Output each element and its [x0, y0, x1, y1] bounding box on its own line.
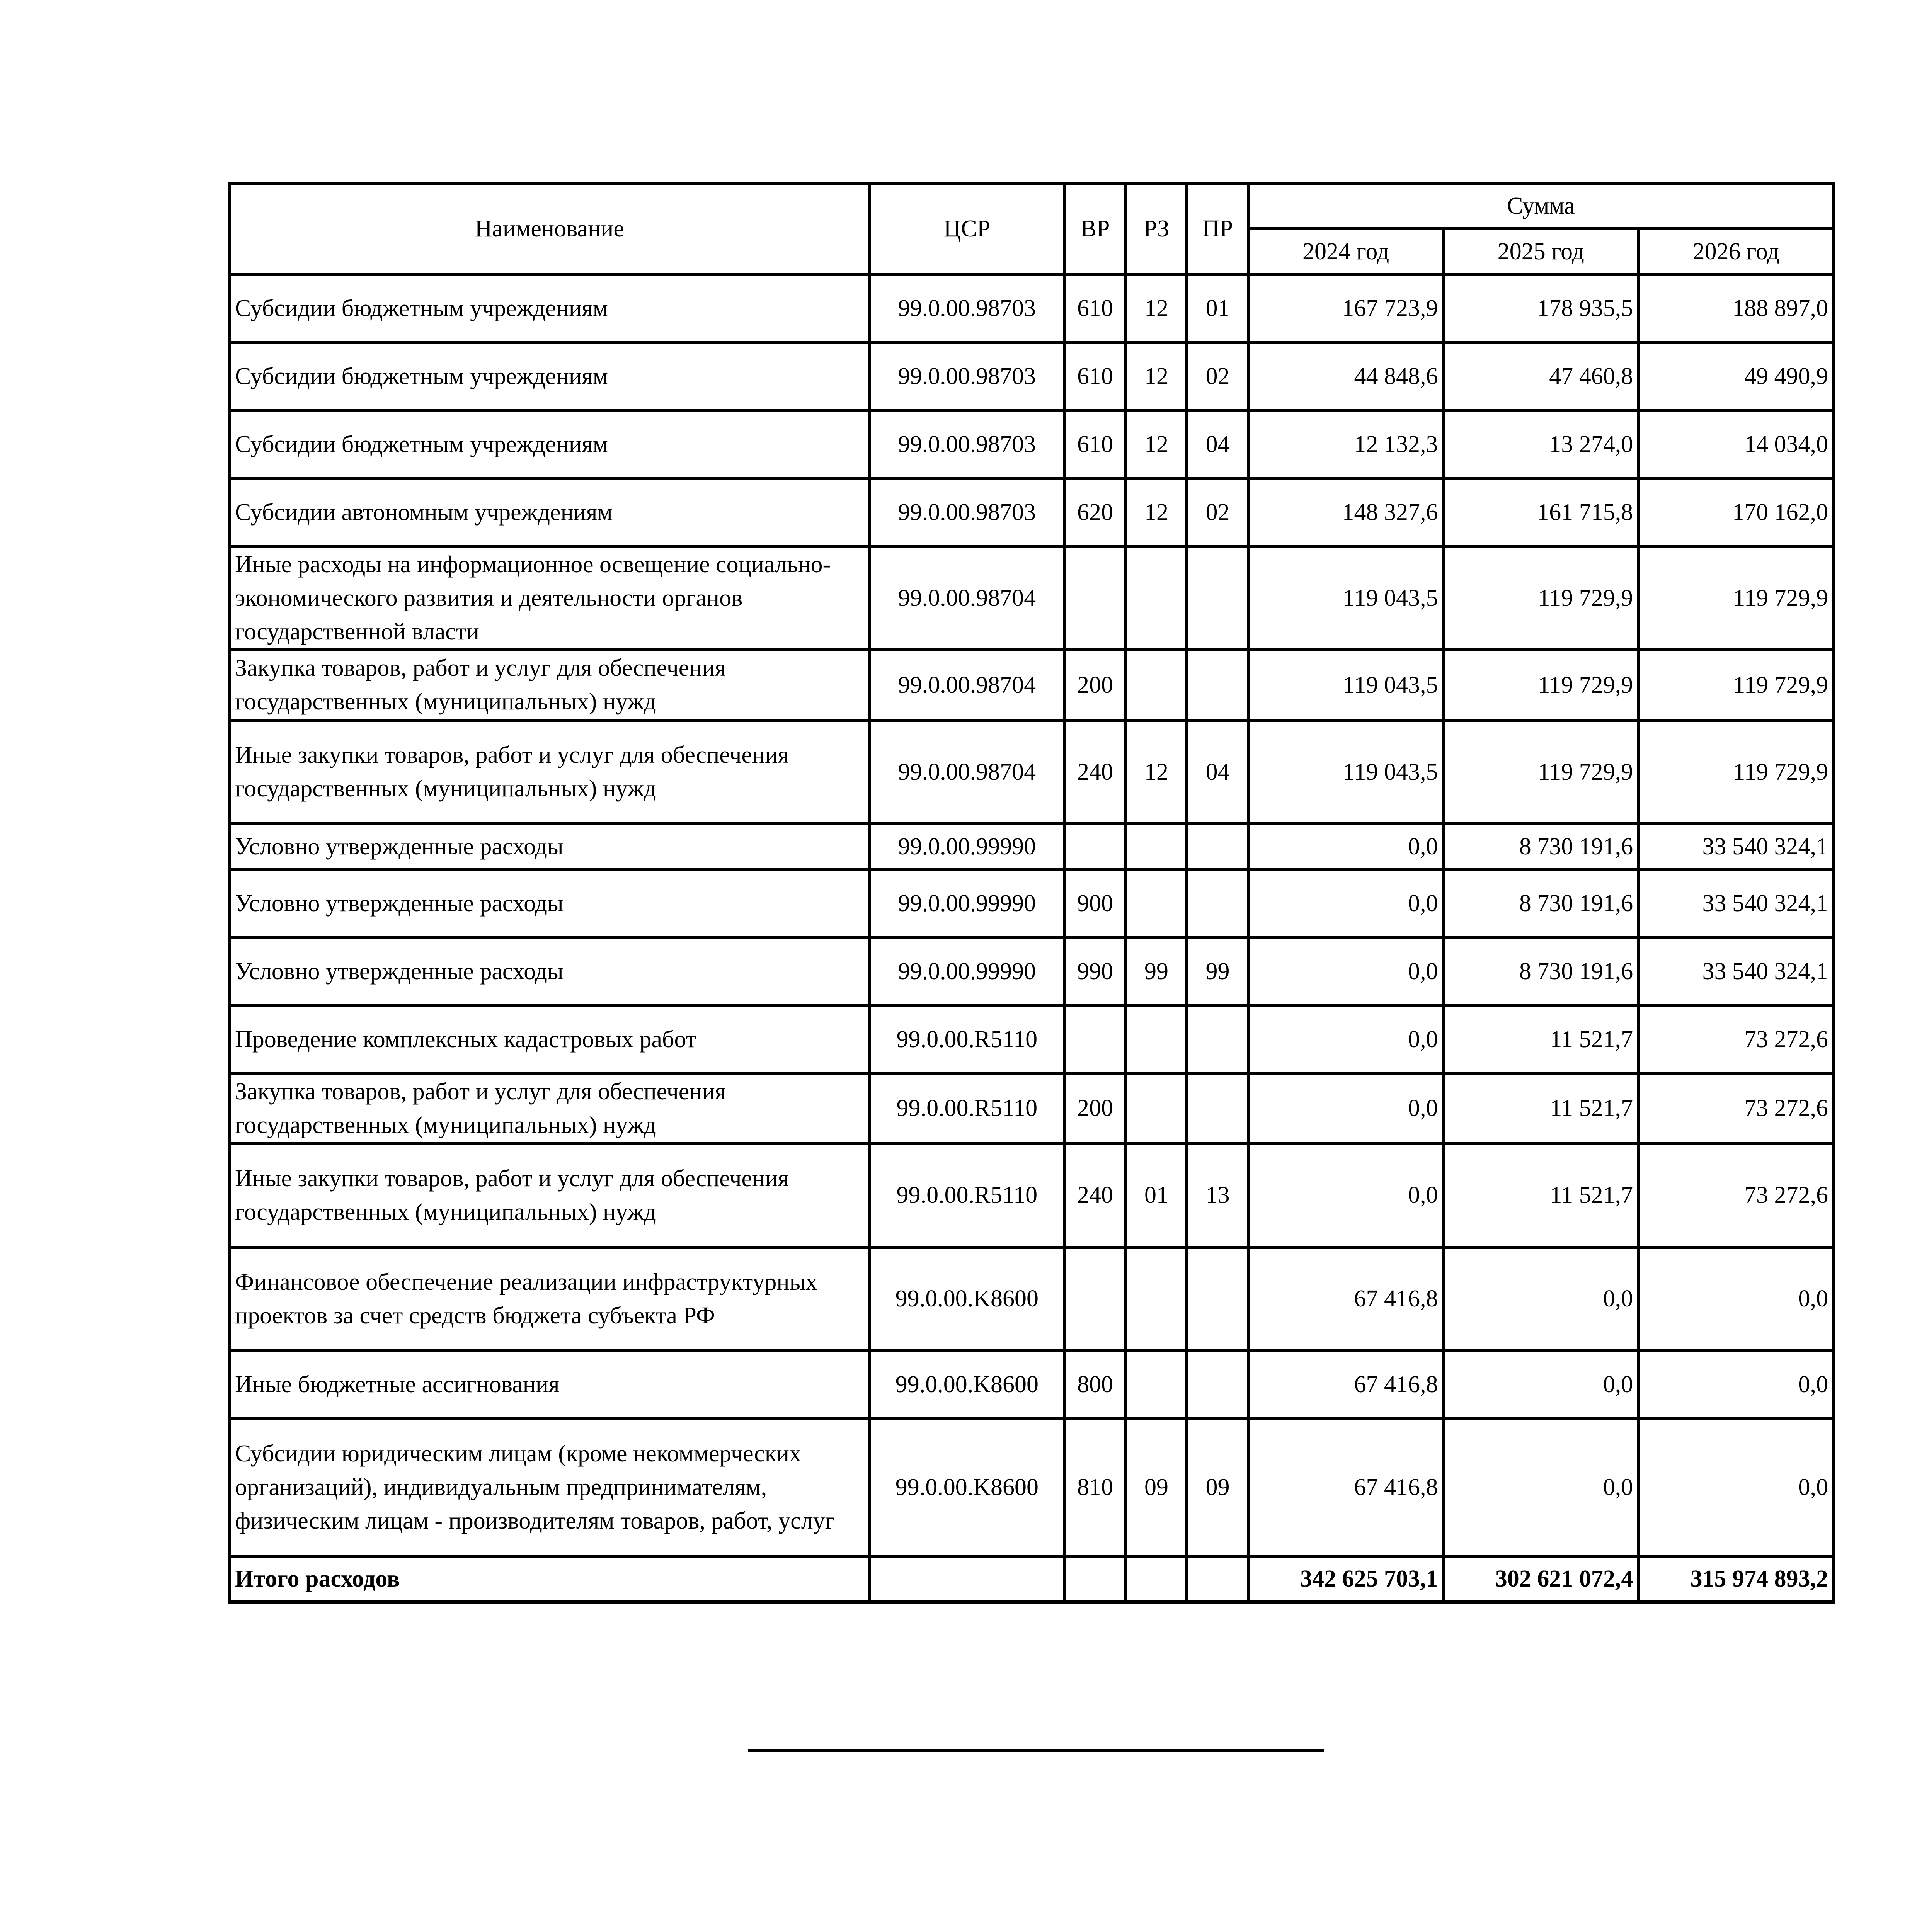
row-pr — [1187, 1247, 1248, 1351]
row-sum-2024: 119 043,5 — [1248, 546, 1444, 650]
row-sum-2026: 33 540 324,1 — [1638, 869, 1834, 937]
row-vr: 240 — [1064, 1144, 1125, 1247]
row-csr: 99.0.00.99990 — [870, 824, 1065, 869]
row-sum-2025: 0,0 — [1443, 1351, 1638, 1419]
header-vr: ВР — [1064, 183, 1125, 274]
row-sum-2025: 119 729,9 — [1443, 546, 1638, 650]
row-sum-2026: 49 490,9 — [1638, 342, 1834, 410]
row-sum-2024: 12 132,3 — [1248, 410, 1444, 478]
table-body — [230, 274, 1834, 1602]
row-sum-2025: 161 715,8 — [1443, 478, 1638, 546]
row-pr — [1187, 1005, 1248, 1073]
table-row — [230, 274, 1834, 342]
row-rz — [1126, 546, 1187, 650]
row-sum-2024: 0,0 — [1248, 937, 1444, 1005]
row-vr: 610 — [1064, 410, 1125, 478]
row-name: Закупка товаров, работ и услуг для обеспечения государственных (муниципальных) нужд — [230, 650, 870, 720]
row-pr: 09 — [1187, 1419, 1248, 1556]
table-row — [230, 1419, 1834, 1556]
row-name: Условно утвержденные расходы — [230, 937, 870, 1005]
row-csr: 99.0.00.99990 — [870, 869, 1065, 937]
row-sum-2026: 0,0 — [1638, 1247, 1834, 1351]
row-pr — [1187, 650, 1248, 720]
row-vr: 610 — [1064, 274, 1125, 342]
row-sum-2026: 33 540 324,1 — [1638, 937, 1834, 1005]
row-vr — [1064, 1005, 1125, 1073]
row-sum-2024: 67 416,8 — [1248, 1247, 1444, 1351]
row-sum-2025: 119 729,9 — [1443, 650, 1638, 720]
row-rz — [1126, 824, 1187, 869]
row-vr: 620 — [1064, 478, 1125, 546]
row-csr: 99.0.00.98703 — [870, 342, 1065, 410]
row-pr: 02 — [1187, 478, 1248, 546]
row-csr: 99.0.00.98704 — [870, 720, 1065, 824]
row-sum-2024: 67 416,8 — [1248, 1419, 1444, 1556]
row-rz — [1126, 650, 1187, 720]
table-row — [230, 1073, 1834, 1144]
row-rz: 01 — [1126, 1144, 1187, 1247]
header-csr: ЦСР — [870, 183, 1065, 274]
row-sum-2025: 13 274,0 — [1443, 410, 1638, 478]
row-csr: 99.0.00.R5110 — [870, 1144, 1065, 1247]
row-sum-2026: 14 034,0 — [1638, 410, 1834, 478]
row-pr: 04 — [1187, 410, 1248, 478]
row-rz — [1126, 1073, 1187, 1144]
row-csr: 99.0.00.98703 — [870, 410, 1065, 478]
row-rz: 12 — [1126, 478, 1187, 546]
row-sum-2026: 73 272,6 — [1638, 1144, 1834, 1247]
total-sum-2026: 315 974 893,2 — [1638, 1556, 1834, 1602]
row-name: Субсидии бюджетным учреждениям — [230, 410, 870, 478]
row-csr: 99.0.00.K8600 — [870, 1351, 1065, 1419]
row-vr: 990 — [1064, 937, 1125, 1005]
row-name: Субсидии бюджетным учреждениям — [230, 274, 870, 342]
row-sum-2025: 11 521,7 — [1443, 1005, 1638, 1073]
row-name: Иные закупки товаров, работ и услуг для обеспечения государственных (муниципальных) нужд — [230, 1144, 870, 1247]
table-row — [230, 1005, 1834, 1073]
row-name: Субсидии юридическим лицам (кроме некоммерческих организаций), индивидуальным предпринимателям, физическим лицам - производителям товаров, работ, услуг — [230, 1419, 870, 1556]
row-pr: 02 — [1187, 342, 1248, 410]
row-vr: 900 — [1064, 869, 1125, 937]
row-rz: 99 — [1126, 937, 1187, 1005]
row-sum-2024: 0,0 — [1248, 1005, 1444, 1073]
row-rz: 12 — [1126, 342, 1187, 410]
row-sum-2026: 73 272,6 — [1638, 1005, 1834, 1073]
row-vr: 200 — [1064, 650, 1125, 720]
row-sum-2026: 119 729,9 — [1638, 720, 1834, 824]
row-sum-2024: 44 848,6 — [1248, 342, 1444, 410]
row-rz: 12 — [1126, 720, 1187, 824]
row-sum-2025: 178 935,5 — [1443, 274, 1638, 342]
header-pr: ПР — [1187, 183, 1248, 274]
row-pr — [1187, 1073, 1248, 1144]
table-row — [230, 478, 1834, 546]
row-sum-2024: 0,0 — [1248, 1144, 1444, 1247]
row-sum-2024: 67 416,8 — [1248, 1351, 1444, 1419]
header-sum: Сумма — [1248, 183, 1834, 229]
total-csr-empty — [870, 1556, 1065, 1602]
row-pr — [1187, 1351, 1248, 1419]
row-name: Финансовое обеспечение реализации инфраструктурных проектов за счет средств бюджета субъекта РФ — [230, 1247, 870, 1351]
table-row — [230, 869, 1834, 937]
row-sum-2024: 119 043,5 — [1248, 650, 1444, 720]
row-sum-2026: 33 540 324,1 — [1638, 824, 1834, 869]
table-header — [230, 183, 1834, 274]
row-pr: 01 — [1187, 274, 1248, 342]
row-name: Иные закупки товаров, работ и услуг для обеспечения государственных (муниципальных) нужд — [230, 720, 870, 824]
row-csr: 99.0.00.R5110 — [870, 1005, 1065, 1073]
row-sum-2025: 11 521,7 — [1443, 1144, 1638, 1247]
row-vr: 810 — [1064, 1419, 1125, 1556]
total-label: Итого расходов — [230, 1556, 870, 1602]
table-row — [230, 937, 1834, 1005]
row-csr: 99.0.00.K8600 — [870, 1419, 1065, 1556]
row-sum-2025: 47 460,8 — [1443, 342, 1638, 410]
row-name: Проведение комплексных кадастровых работ — [230, 1005, 870, 1073]
row-sum-2025: 8 730 191,6 — [1443, 869, 1638, 937]
row-name: Субсидии бюджетным учреждениям — [230, 342, 870, 410]
row-rz: 12 — [1126, 274, 1187, 342]
row-vr — [1064, 1247, 1125, 1351]
row-rz — [1126, 869, 1187, 937]
row-name: Закупка товаров, работ и услуг для обеспечения государственных (муниципальных) нужд — [230, 1073, 870, 1144]
row-sum-2025: 0,0 — [1443, 1419, 1638, 1556]
row-rz — [1126, 1005, 1187, 1073]
row-sum-2024: 0,0 — [1248, 1073, 1444, 1144]
row-sum-2026: 188 897,0 — [1638, 274, 1834, 342]
header-name: Наименование — [230, 183, 870, 274]
row-csr: 99.0.00.98703 — [870, 478, 1065, 546]
row-sum-2024: 0,0 — [1248, 824, 1444, 869]
row-name: Иные расходы на информационное освещение социально-экономического развития и деятельности органов государственной власти — [230, 546, 870, 650]
row-rz — [1126, 1247, 1187, 1351]
row-sum-2025: 8 730 191,6 — [1443, 824, 1638, 869]
table-row — [230, 650, 1834, 720]
row-pr — [1187, 546, 1248, 650]
row-sum-2024: 148 327,6 — [1248, 478, 1444, 546]
row-sum-2024: 167 723,9 — [1248, 274, 1444, 342]
table-row — [230, 720, 1834, 824]
row-sum-2024: 119 043,5 — [1248, 720, 1444, 824]
row-vr: 240 — [1064, 720, 1125, 824]
row-csr: 99.0.00.K8600 — [870, 1247, 1065, 1351]
table-row — [230, 1351, 1834, 1419]
row-csr: 99.0.00.99990 — [870, 937, 1065, 1005]
row-vr: 610 — [1064, 342, 1125, 410]
table-row — [230, 824, 1834, 869]
row-pr: 13 — [1187, 1144, 1248, 1247]
row-sum-2025: 8 730 191,6 — [1443, 937, 1638, 1005]
row-sum-2026: 0,0 — [1638, 1351, 1834, 1419]
row-sum-2025: 119 729,9 — [1443, 720, 1638, 824]
row-vr: 800 — [1064, 1351, 1125, 1419]
row-sum-2024: 0,0 — [1248, 869, 1444, 937]
header-year-2026: 2026 год — [1638, 229, 1834, 274]
row-pr: 04 — [1187, 720, 1248, 824]
row-name: Субсидии автономным учреждениям — [230, 478, 870, 546]
table-row — [230, 342, 1834, 410]
row-name: Условно утвержденные расходы — [230, 869, 870, 937]
row-vr — [1064, 546, 1125, 650]
table-row — [230, 1247, 1834, 1351]
total-vr-empty — [1064, 1556, 1125, 1602]
row-sum-2025: 0,0 — [1443, 1247, 1638, 1351]
row-csr: 99.0.00.98704 — [870, 650, 1065, 720]
table-row — [230, 410, 1834, 478]
row-sum-2026: 119 729,9 — [1638, 650, 1834, 720]
row-sum-2026: 119 729,9 — [1638, 546, 1834, 650]
row-vr — [1064, 824, 1125, 869]
total-rz-empty — [1126, 1556, 1187, 1602]
row-vr: 200 — [1064, 1073, 1125, 1144]
total-pr-empty — [1187, 1556, 1248, 1602]
table-row — [230, 546, 1834, 650]
header-year-2024: 2024 год — [1248, 229, 1444, 274]
row-csr: 99.0.00.98703 — [870, 274, 1065, 342]
row-sum-2026: 73 272,6 — [1638, 1073, 1834, 1144]
row-name: Иные бюджетные ассигнования — [230, 1351, 870, 1419]
row-csr: 99.0.00.98704 — [870, 546, 1065, 650]
row-csr: 99.0.00.R5110 — [870, 1073, 1065, 1144]
total-sum-2024: 342 625 703,1 — [1248, 1556, 1444, 1602]
row-pr: 99 — [1187, 937, 1248, 1005]
row-sum-2025: 11 521,7 — [1443, 1073, 1638, 1144]
total-row — [230, 1556, 1834, 1602]
total-sum-2025: 302 621 072,4 — [1443, 1556, 1638, 1602]
row-name: Условно утвержденные расходы — [230, 824, 870, 869]
row-sum-2026: 0,0 — [1638, 1419, 1834, 1556]
row-rz: 09 — [1126, 1419, 1187, 1556]
budget-table — [228, 182, 1835, 1604]
row-rz — [1126, 1351, 1187, 1419]
row-sum-2026: 170 162,0 — [1638, 478, 1834, 546]
row-pr — [1187, 824, 1248, 869]
table-row — [230, 1144, 1834, 1247]
row-rz: 12 — [1126, 410, 1187, 478]
header-year-2025: 2025 год — [1443, 229, 1638, 274]
row-pr — [1187, 869, 1248, 937]
header-rz: РЗ — [1126, 183, 1187, 274]
end-of-document-rule — [748, 1749, 1324, 1752]
